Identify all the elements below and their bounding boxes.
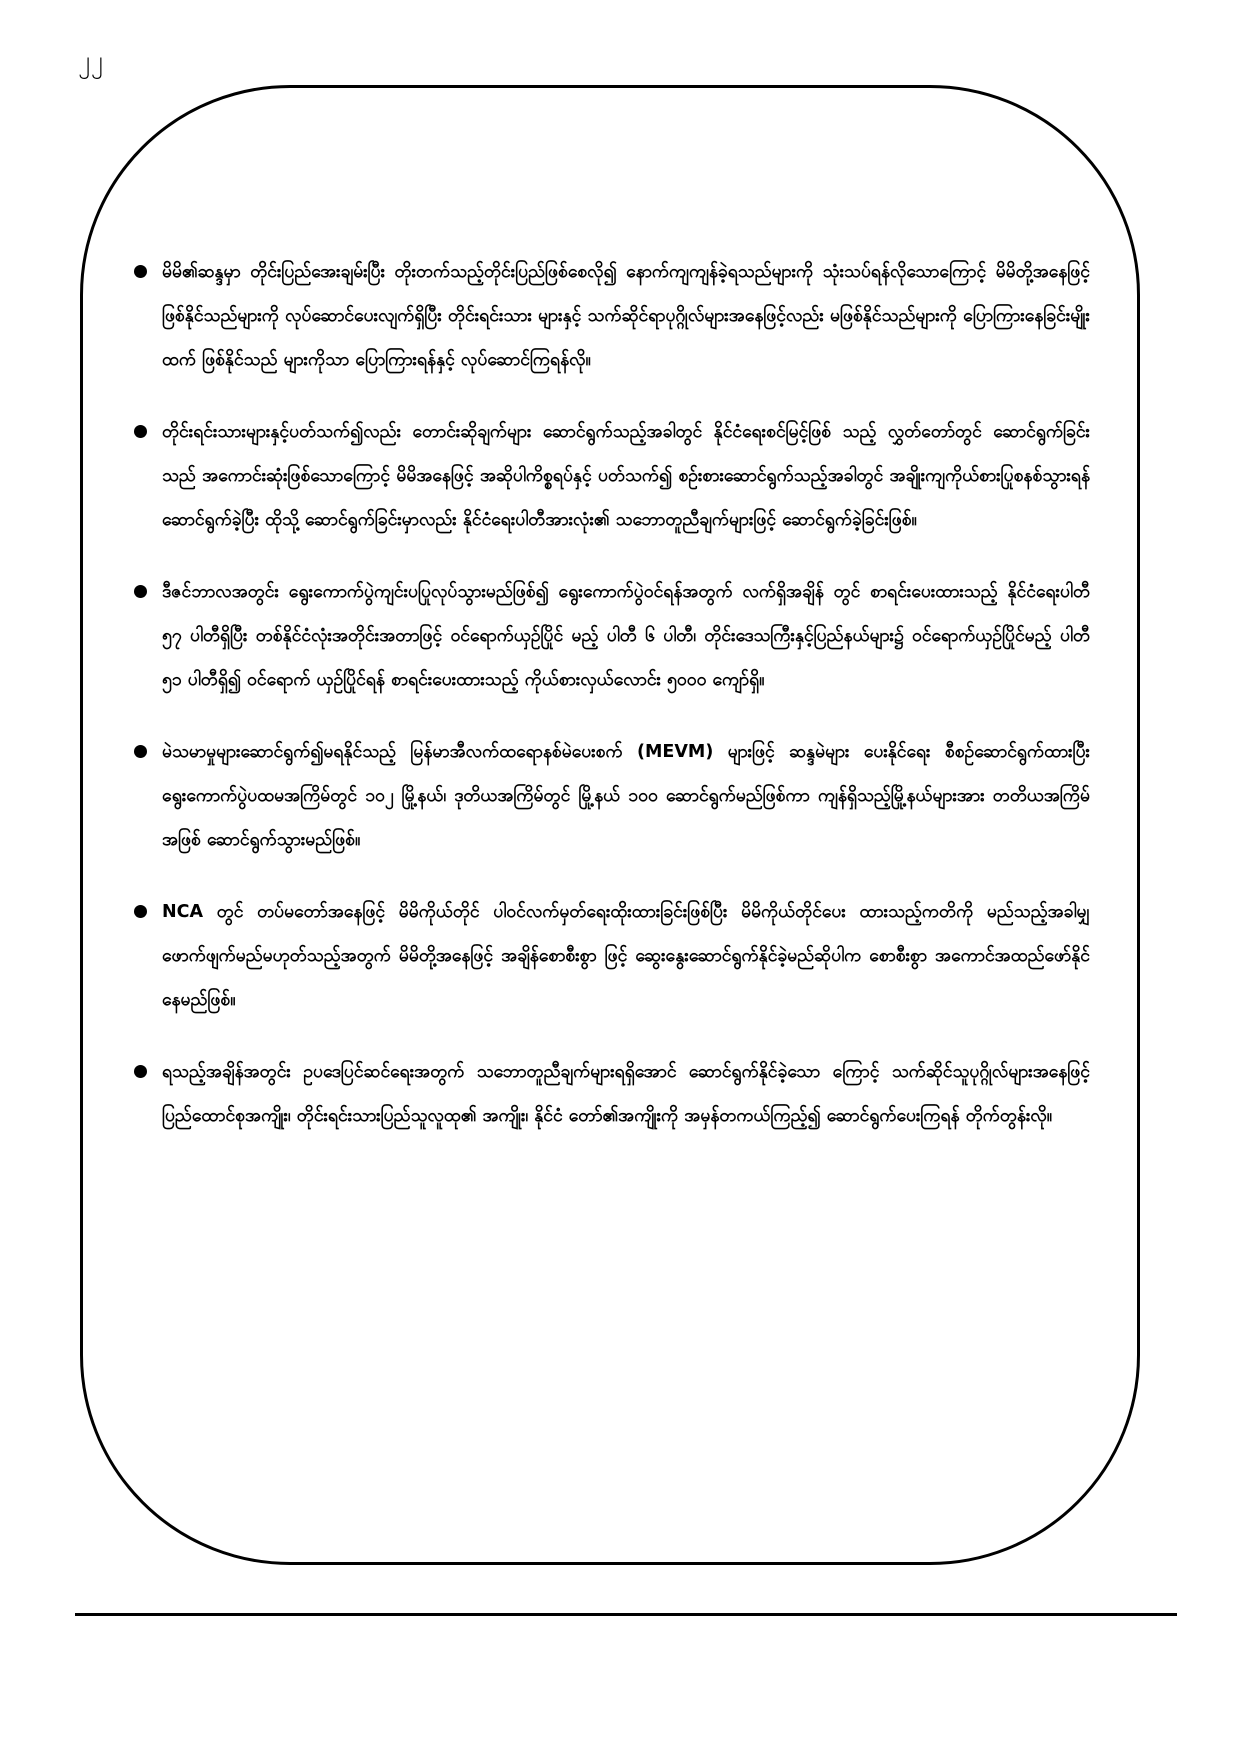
bullet-icon bbox=[134, 1065, 147, 1078]
bottom-divider bbox=[75, 1613, 1177, 1616]
list-item bbox=[130, 250, 1090, 382]
list-item bbox=[130, 890, 1090, 1022]
bullet-text: မဲသမာမှုများဆောင်ရွက်၍မရနိုင်သည့် မြန်မာအီလက်ထရောနစ်မဲပေးစက် (MEVM) များဖြင့် ဆန္ဒမဲများ ပေးနိုင်ရေး စီစဉ်ဆောင်ရွက်ထားပြီး ရွေးကောက်ပွဲပထမအကြိမ်တွင် ၁၀၂ မြို့နယ်၊ ဒုတိယအကြိမ်တွင် မြို့နယ် ၁၀၀ ဆောင်ရွက်မည်ဖြစ်ကာ ကျန်ရှိသည့်မြို့နယ်များအား တတိယအကြိမ်အဖြစ် ဆောင်ရွက်သွားမည်ဖြစ်။ bbox=[162, 742, 1090, 850]
list-item bbox=[130, 570, 1090, 702]
bullet-icon bbox=[134, 425, 147, 438]
bullet-text: မိမိ၏ဆန္ဒမှာ တိုင်းပြည်အေးချမ်းပြီး တိုးတက်သည့်တိုင်းပြည်ဖြစ်စေလို၍ နောက်ကျကျန်ခဲ့ရသည်များကို သုံးသပ်ရန်လိုသောကြောင့် မိမိတို့အနေဖြင့် ဖြစ်နိုင်သည်များကို လုပ်ဆောင်ပေးလျက်ရှိပြီး တိုင်းရင်းသား များနှင့် သက်ဆိုင်ရာပုဂ္ဂိုလ်များအနေဖြင့်လည်း မဖြစ်နိုင်သည်များကို ပြောကြားနေခြင်းမျိုးထက် ဖြစ်နိုင်သည် များကိုသာ ပြောကြားရန်နှင့် လုပ်ဆောင်ကြရန်လို။ bbox=[162, 262, 1090, 370]
bullet-text: ဒီဇင်ဘာလအတွင်း ရွေးကောက်ပွဲကျင်းပပြုလုပ်သွားမည်ဖြစ်၍ ရွေးကောက်ပွဲဝင်ရန်အတွက် လက်ရှိအချိန် တွင် စာရင်းပေးထားသည့် နိုင်ငံရေးပါတီ ၅၇ ပါတီရှိပြီး တစ်နိုင်ငံလုံးအတိုင်းအတာဖြင့် ဝင်ရောက်ယှဉ်ပြိုင် မည့် ပါတီ ၆ ပါတီ၊ တိုင်းဒေသကြီးနှင့်ပြည်နယ်များ၌ ဝင်ရောက်ယှဉ်ပြိုင်မည့် ပါတီ ၅၁ ပါတီရှိ၍ ဝင်ရောက် ယှဉ်ပြိုင်ရန် စာရင်းပေးထားသည့် ကိုယ်စားလှယ်လောင်း ၅၀၀၀ ကျော်ရှိ။ bbox=[162, 582, 1090, 690]
bullet-icon bbox=[134, 905, 147, 918]
bullet-icon bbox=[134, 585, 147, 598]
list-item bbox=[130, 1050, 1090, 1138]
page-number: ၂၂ bbox=[78, 47, 104, 74]
list-item bbox=[130, 730, 1090, 862]
bullet-icon bbox=[134, 745, 147, 758]
bullet-icon bbox=[134, 265, 147, 278]
list-item bbox=[130, 410, 1090, 542]
bullet-text: ရသည့်အချိန်အတွင်း ဥပဒေပြင်ဆင်ရေးအတွက် သဘောတူညီချက်များရရှိအောင် ဆောင်ရွက်နိုင်ခဲ့သော ကြောင့် သက်ဆိုင်သူပုဂ္ဂိုလ်များအနေဖြင့် ပြည်ထောင်စုအကျိုး၊ တိုင်းရင်းသားပြည်သူလူထု၏ အကျိုး၊ နိုင်ငံ တော်၏အကျိုးကို အမှန်တကယ်ကြည့်၍ ဆောင်ရွက်ပေးကြရန် တိုက်တွန်းလို။ bbox=[162, 1062, 1090, 1126]
bullet-list bbox=[130, 250, 1090, 1166]
bullet-text: NCA တွင် တပ်မတော်အနေဖြင့် မိမိကိုယ်တိုင် ပါဝင်လက်မှတ်ရေးထိုးထားခြင်းဖြစ်ပြီး မိမိကိုယ်တိုင်ပေး ထားသည့်ကတိကို မည်သည့်အခါမျှ ဖောက်ဖျက်မည်မဟုတ်သည့်အတွက် မိမိတို့အနေဖြင့် အချိန်စောစီးစွာ ဖြင့် ဆွေးနွေးဆောင်ရွက်နိုင်ခဲ့မည်ဆိုပါက စောစီးစွာ အကောင်အထည်ဖော်နိုင်နေမည်ဖြစ်။ bbox=[162, 902, 1090, 1010]
bullet-text: တိုင်းရင်းသားများနှင့်ပတ်သက်၍လည်း တောင်းဆိုချက်များ ဆောင်ရွက်သည့်အခါတွင် နိုင်ငံရေးစင်မြင့်ဖြစ် သည့် လွှတ်တော်တွင် ဆောင်ရွက်ခြင်းသည် အကောင်းဆုံးဖြစ်သောကြောင့် မိမိအနေဖြင့် အဆိုပါကိစ္စရပ်နှင့် ပတ်သက်၍ စဉ်းစားဆောင်ရွက်သည့်အခါတွင် အချိုးကျကိုယ်စားပြုစနစ်သွားရန် ဆောင်ရွက်ခဲ့ပြီး ထိုသို့ ဆောင်ရွက်ခြင်းမှာလည်း နိုင်ငံရေးပါတီအားလုံး၏ သဘောတူညီချက်များဖြင့် ဆောင်ရွက်ခဲ့ခြင်းဖြစ်။ bbox=[162, 422, 1090, 530]
